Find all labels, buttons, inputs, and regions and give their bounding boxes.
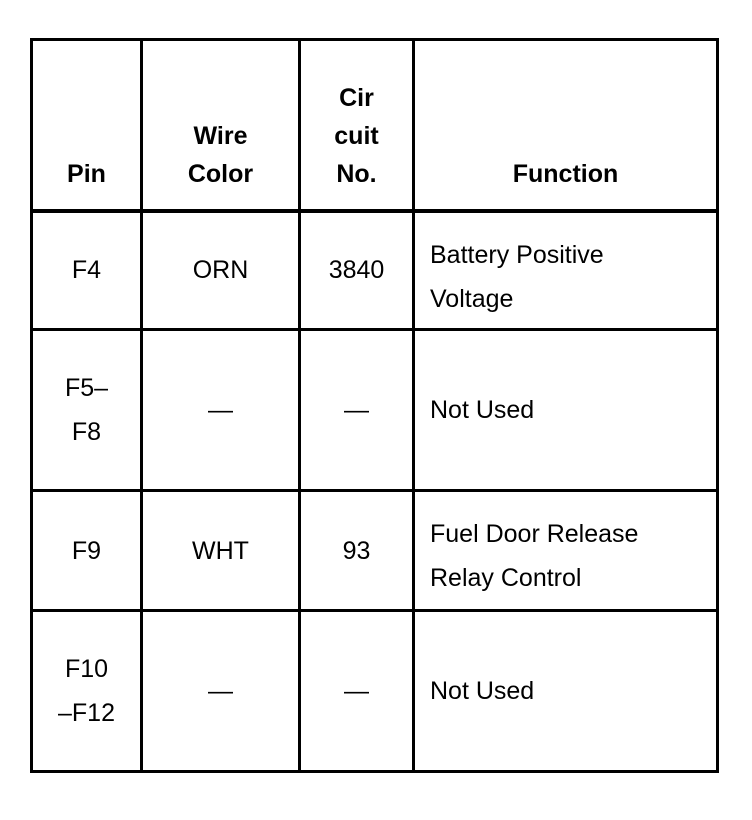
wire-color-cell [142, 330, 300, 491]
circuit-cell [300, 611, 414, 772]
circuit-cell [300, 211, 414, 330]
table-header [32, 40, 718, 211]
wire-color-value: — [208, 396, 233, 424]
header-function [414, 40, 718, 211]
header-function-label: Function [512, 159, 619, 188]
pin-value: F4 [71, 256, 102, 285]
wire-color-cell [142, 211, 300, 330]
wire-color-value: ORN [192, 256, 249, 285]
header-row [32, 40, 718, 211]
pin-value: F9 [71, 536, 102, 565]
function-cell [414, 330, 718, 491]
pin-cell [32, 211, 142, 330]
header-wire-color-label: Wire Color [187, 121, 254, 188]
function-value: Battery Positive Voltage [430, 240, 604, 313]
table-row [32, 211, 718, 330]
pin-assignment-table [30, 38, 719, 773]
table-body [32, 211, 718, 772]
table-row [32, 491, 718, 611]
table-row [32, 330, 718, 491]
function-value: Fuel Door Release Relay Control [430, 520, 639, 592]
table-row [32, 611, 718, 772]
circuit-value: 93 [342, 536, 371, 565]
circuit-value: — [344, 396, 369, 424]
header-wire-color [142, 40, 300, 211]
circuit-value: — [344, 677, 369, 705]
header-circuit-no [300, 40, 414, 211]
pin-cell [32, 611, 142, 772]
function-value: Not Used [430, 396, 535, 424]
function-value: Not Used [430, 677, 535, 705]
circuit-cell [300, 330, 414, 491]
pin-cell [32, 491, 142, 611]
circuit-value: 3840 [328, 256, 385, 285]
header-circuit-no-label: Cir cuit No. [334, 83, 379, 188]
wire-color-cell [142, 611, 300, 772]
header-pin [32, 40, 142, 211]
function-cell [414, 491, 718, 611]
header-pin-label: Pin [67, 159, 106, 188]
pin-value: F5– F8 [64, 374, 109, 446]
circuit-cell [300, 491, 414, 611]
function-cell [414, 211, 718, 330]
function-cell [414, 611, 718, 772]
pin-value: F10 –F12 [58, 655, 115, 727]
pin-cell [32, 330, 142, 491]
wire-color-value: — [208, 677, 233, 705]
wire-color-cell [142, 491, 300, 611]
wire-color-value: WHT [192, 536, 249, 565]
